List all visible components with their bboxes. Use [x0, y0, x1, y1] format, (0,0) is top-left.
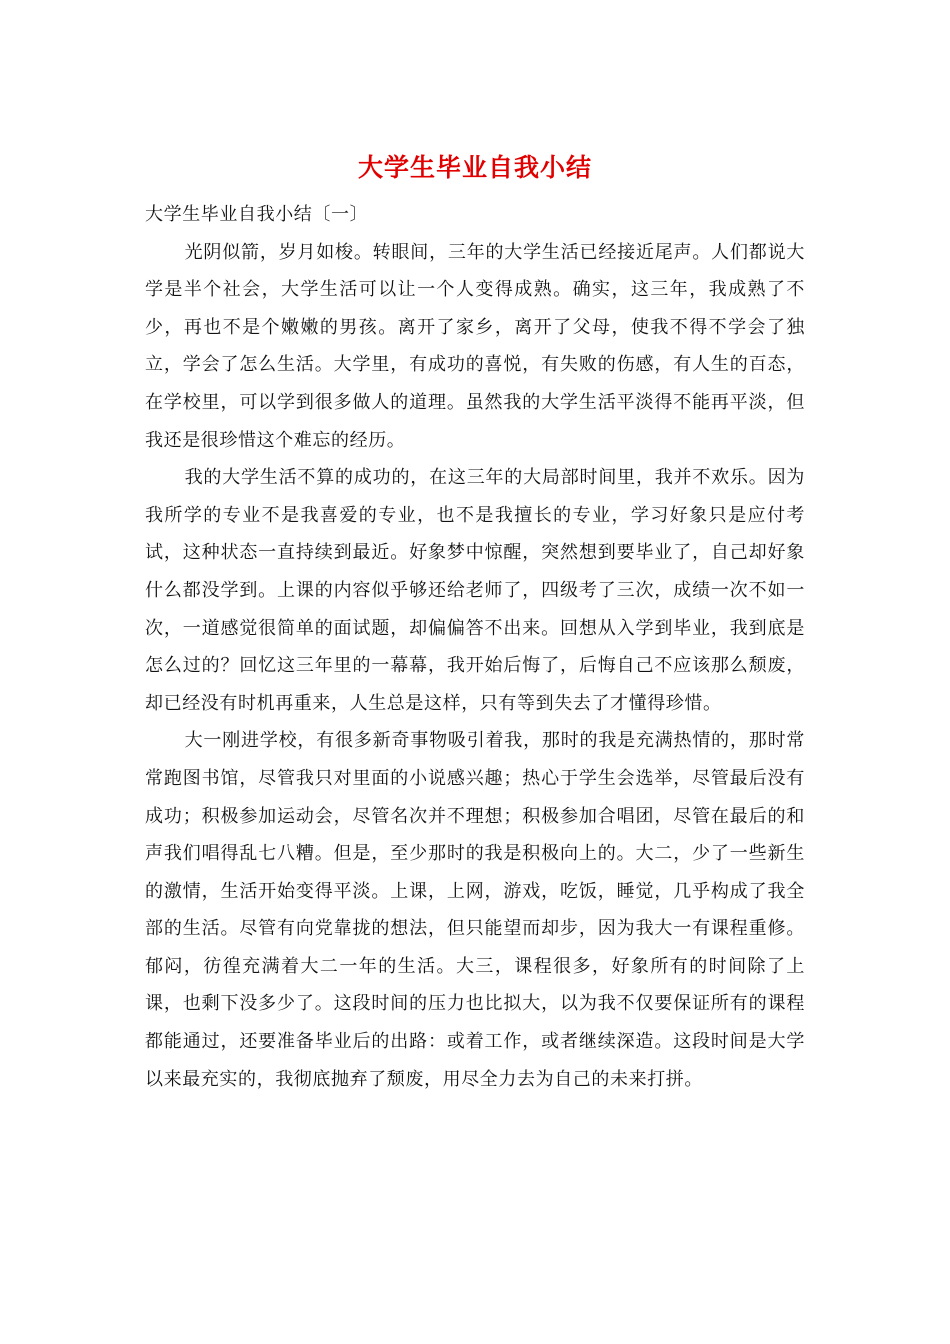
paragraph-3: 大一刚进学校，有很多新奇事物吸引着我，那时的我是充满热情的，那时常常跑图书馆，尽管我只对里面的小说感兴趣；热心于学生会选举，尽管最后没有成功；积极参加运动会，尽管名次并不理想；积极参加合唱团，尽管在最后的和声我们唱得乱七八糟。但是，至少那时的我是积极向上的。大二，少了一些新生的激情，生活开始变得平淡。上课，上网，游戏，吃饭，睡觉，几乎构成了我全部的生活。尽管有向党靠拢的想法，但只能望而却步，因为我大一有课程重修。郁闷，彷徨充满着大二一年的生活。大三，课程很多，好象所有的时间除了上课，也剩下没多少了。这段时间的压力也比拟大，以为我不仅要保证所有的课程都能通过，还要准备毕业后的出路：或着工作，或者继续深造。这段时间是大学以来最充实的，我彻底抛弃了颓废，用尽全力去为自己的未来打拼。 — [145, 730, 805, 1090]
document-title: 大学生毕业自我小结 — [357, 153, 592, 182]
paragraph-1: 光阴似箭，岁月如梭。转眼间，三年的大学生活已经接近尾声。人们都说大学是半个社会，大学生活可以让一个人变得成熟。确实，这三年，我成熟了不少，再也不是个嫩嫩的男孩。离开了家乡，离开了父母，使我不得不学会了独立，学会了怎么生活。大学里，有成功的喜悦，有失败的伤感，有人生的百态，在学校里，可以学到很多做人的道理。虽然我的大学生活平淡得不能再平淡，但我还是很珍惜这个难忘的经历。 — [145, 241, 805, 451]
document-body — [145, 196, 805, 1098]
section-subtitle: 大学生毕业自我小结〔一〕 — [145, 204, 369, 225]
paragraph-2: 我的大学生活不算的成功的，在这三年的大局部时间里，我并不欢乐。因为我所学的专业不是我喜爱的专业，也不是我擅长的专业，学习好象只是应付考试，这种状态一直持续到最近。好象梦中惊醒，突然想到要毕业了，自己却好象什么都没学到。上课的内容似乎够还给老师了，四级考了三次，成绩一次不如一次，一道感觉很简单的面试题，却偏偏答不出来。回想从入学到毕业，我到底是怎么过的？回忆这三年里的一幕幕，我开始后悔了，后悔自己不应该那么颓废，却已经没有时机再重来，人生总是这样，只有等到失去了才懂得珍惜。 — [145, 467, 805, 714]
